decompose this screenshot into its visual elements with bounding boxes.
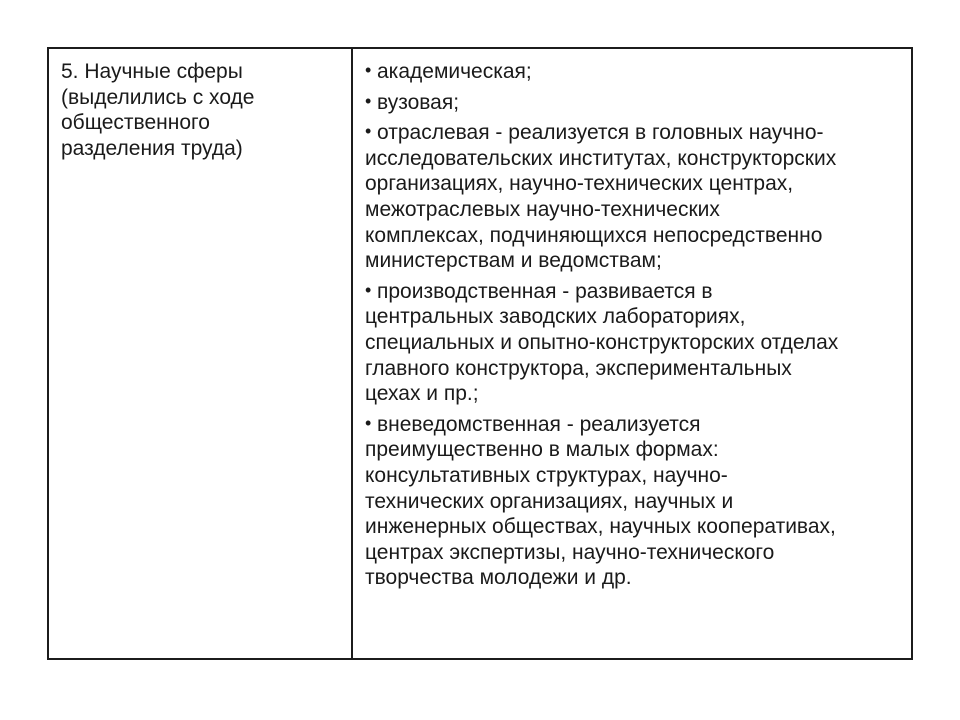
list-item-text: вузовая; <box>377 90 460 114</box>
row-heading: 5. Научные сферы (выделились с ходе общественного разделения труда) <box>61 60 255 160</box>
list-item-university <box>365 89 903 116</box>
list-item-text: производственная - развивается в центральных заводских лабораториях, специальных и опытно-конструкторских отделах главного конструктора, экспериментальных цехах и пр.; <box>365 279 839 406</box>
list-item-academic <box>365 58 903 85</box>
content-table <box>47 47 913 660</box>
list-item-extradepartmental <box>365 411 903 591</box>
bullet-icon: • <box>365 412 372 433</box>
table-left-cell <box>49 49 353 658</box>
list-item-text: вневедомственная - реализуется преимущественно в малых формах: консультативных структурах, научно- технических организациях, научных и инженерных обществах, научных кооперативах, центрах экспертизы, научно-технического творчества молодежи и др. <box>365 412 836 590</box>
list-item-industry-sector <box>365 119 903 274</box>
sphere-list <box>365 58 903 591</box>
list-item-text: академическая; <box>377 60 532 83</box>
list-item-text: отраслевая - реализуется в головных научно- исследовательских институтах, конструкторских организациях, научно-технических центрах, межотраслевых научно-технических комплексах, подчиняющихся непосредственно министерствам и ведомствам; <box>365 121 837 273</box>
bullet-icon: • <box>365 90 372 111</box>
bullet-icon: • <box>365 121 372 142</box>
bullet-icon: • <box>365 279 372 300</box>
table-right-cell <box>353 49 911 658</box>
bullet-icon: • <box>365 60 372 80</box>
list-item-production <box>365 278 903 407</box>
